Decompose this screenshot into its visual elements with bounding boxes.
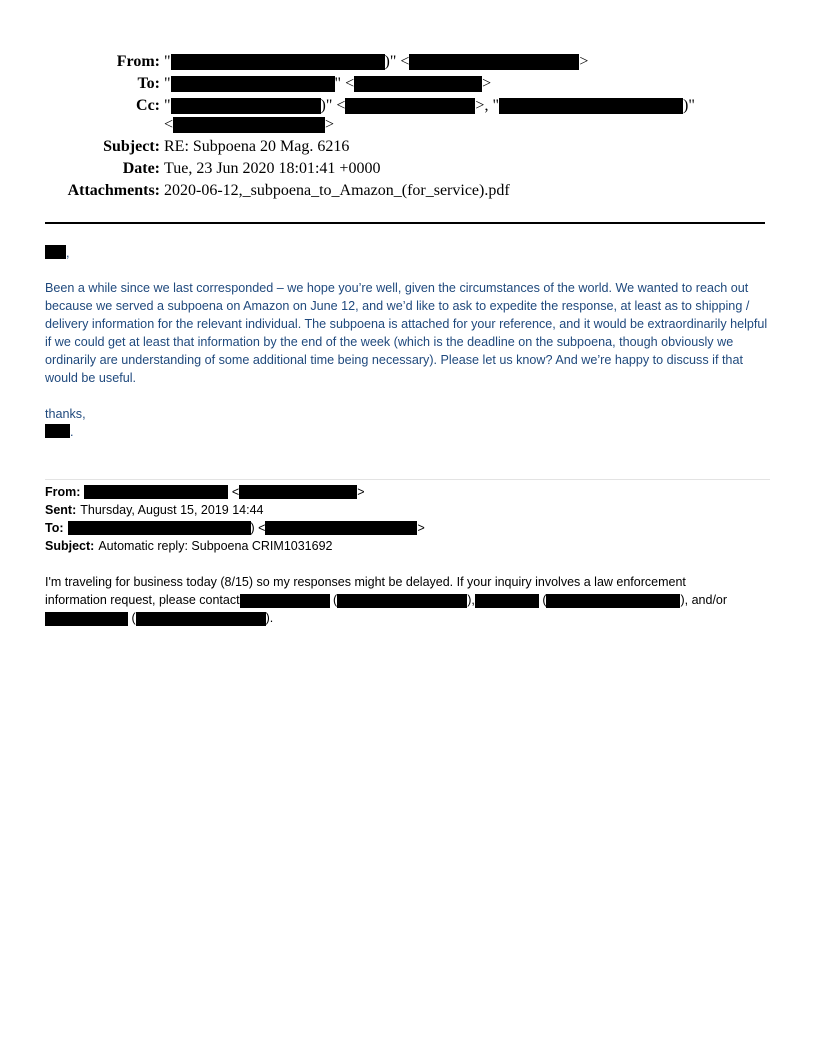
to-label: To: [137, 75, 160, 92]
redaction-block [239, 485, 357, 499]
auto-reply-line-2: information request, please contact ( ), ( ), and/or [45, 593, 728, 607]
redaction-block [171, 98, 321, 114]
header-to-row [40, 74, 491, 94]
contact-prefix: information request, please contact [45, 593, 240, 607]
quoted-subject-value: Automatic reply: Subpoena CRIM1031692 [98, 539, 333, 553]
redaction-block [499, 98, 683, 114]
quoted-subject-label: Subject: [45, 539, 95, 553]
date-label: Date: [122, 160, 160, 177]
redaction-block [84, 485, 228, 499]
from-label: From: [116, 53, 160, 70]
greeting-line [45, 244, 775, 262]
signoff: thanks, [45, 407, 86, 421]
date-value: Tue, 23 Jun 2020 18:01:41 +0000 [164, 160, 381, 177]
subject-label: Subject: [103, 138, 160, 155]
redaction-block [45, 424, 70, 438]
quoted-from-row: From: < > [45, 485, 365, 499]
and-or-text: ), and/or [680, 593, 728, 607]
redaction-block [409, 54, 579, 70]
signature-line [45, 423, 775, 441]
redaction-block [337, 594, 467, 608]
redaction-block [546, 594, 680, 608]
cc-label: Cc: [136, 97, 160, 114]
quoted-subject-row [45, 537, 332, 555]
redaction-block [171, 76, 335, 92]
to-value: " " < > [164, 75, 492, 92]
quoted-divider [45, 479, 770, 480]
auto-reply-line-3: ( ). [45, 609, 785, 627]
header-from-row [40, 52, 588, 72]
greeting-suffix: , [66, 246, 70, 260]
signature-suffix: . [70, 425, 74, 439]
redaction-block [173, 117, 325, 133]
redaction-block [354, 76, 482, 92]
quoted-to-label: To: [45, 521, 64, 535]
redaction-block [475, 594, 539, 608]
subject-value: RE: Subpoena 20 Mag. 6216 [164, 138, 350, 155]
from-value: " )" < > [164, 53, 589, 70]
quoted-sent-value: Thursday, August 15, 2019 14:44 [80, 503, 264, 517]
header-divider [45, 222, 765, 224]
header-attachments-row [40, 181, 510, 201]
header-date-row [40, 159, 380, 179]
redaction-block [68, 521, 251, 535]
header-subject-row [40, 137, 349, 157]
redaction-block [171, 54, 385, 70]
redaction-block [265, 521, 417, 535]
attachment-filename[interactable]: 2020-06-12,_subpoena_to_Amazon_(for_service).pdf [164, 182, 510, 199]
redaction-block [136, 612, 266, 626]
attachments-label: Attachments: [67, 182, 160, 199]
header-cc-row-continued [40, 115, 334, 135]
auto-reply-line-1: I'm traveling for business today (8/15) so my responses might be delayed. If your inquiry involves a law enforcement [45, 575, 686, 589]
cc-value-continued: < > [164, 116, 335, 133]
message-paragraph: Been a while since we last corresponded – we hope you’re well, given the circumstances of the world. We wanted to reach out because we served a subpoena on Amazon on June 12, and we’d like to ask to expedite the response, at least as to shipping / delivery information for the relevant individual. The subpoena is attached for your reference, and it would be extraordinarily helpful if we could get at least that information by the end of the week (which is the deadline on the subpoena, though obviously we ordinarily are understanding of some additional time being necessary). Please let us know? And we’re happy to discuss if that would be useful. [45, 281, 768, 385]
redaction-block [45, 245, 66, 259]
cc-value: " )" < >, " )" [164, 97, 695, 114]
auto-reply-body [45, 573, 785, 627]
quoted-to-row: To: ) < > [45, 521, 425, 535]
redaction-block [45, 612, 128, 626]
quoted-sent-label: Sent: [45, 503, 77, 517]
redaction-block [345, 98, 475, 114]
quoted-sent-row [45, 501, 263, 519]
closing-text: ). [265, 611, 274, 625]
header-cc-row [40, 96, 695, 116]
redaction-block [240, 594, 330, 608]
quoted-from-label: From: [45, 485, 81, 499]
